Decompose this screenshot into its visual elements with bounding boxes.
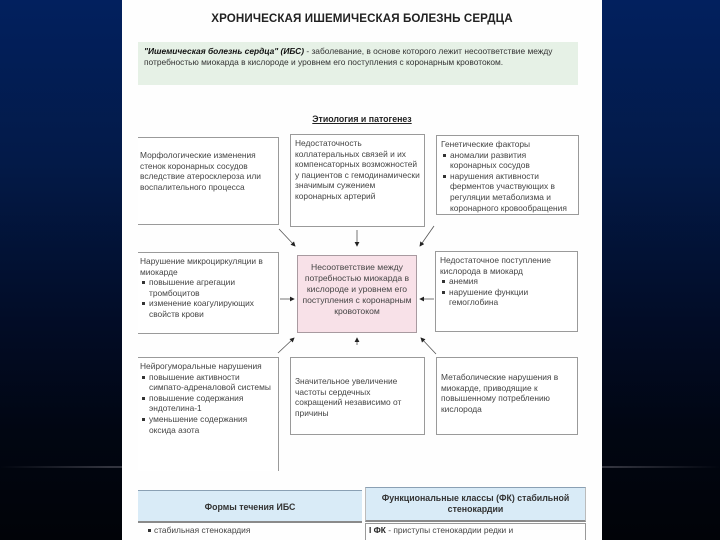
list-item: аномалии развития коронарных сосудов bbox=[441, 150, 574, 171]
center-box: Несоответствие между потребностью миокарда в кислороде и уровнем его поступления с коронарным кровотоком bbox=[297, 255, 417, 333]
arrow-metabolic-to-center bbox=[421, 338, 436, 354]
box-microcirculation-heading: Нарушение микроциркуляции в миокарде bbox=[140, 256, 263, 277]
definition-term: "Ишемическая болезнь сердца" (ИБС) bbox=[144, 46, 304, 56]
list-item: анемия bbox=[440, 276, 573, 287]
box-heart-rate-text: Значительное увеличение частоты сердечных сокращений независимо от причины bbox=[295, 376, 402, 418]
table-fc-header: Функциональные классы (ФК) стабильной стенокардии bbox=[365, 487, 586, 522]
list-item: повышение активности симпато-адреналовой системы bbox=[140, 372, 274, 393]
box-morphology-text: Морфологические изменения стенок коронарных сосудов вследствие атеросклероза или воспалительного процесса bbox=[140, 150, 261, 192]
arrow-neurohumoral-to-center bbox=[278, 338, 294, 353]
table-fc-row bbox=[365, 523, 586, 540]
section-title: Этиология и патогенез bbox=[312, 114, 412, 124]
list-item: повышение агрегации тромбоцитов bbox=[140, 277, 274, 298]
box-oxygen-supply-heading: Недостаточное поступление кислорода в миокард bbox=[440, 255, 551, 276]
table-forms-cell: стабильная стенокардия bbox=[154, 525, 251, 535]
arrow-morphology-to-center bbox=[279, 229, 295, 246]
list-item: нарушение функции гемоглобина bbox=[440, 287, 573, 308]
table-fc-text: - приступы стенокардии редки и bbox=[385, 525, 514, 535]
list-item: уменьшение содержания оксида азота bbox=[140, 414, 274, 435]
definition-text: - заболевание, в основе которого лежит несоответствие между потребностью миокарда в кислороде и уровнем его поступления с коронарным кровотоком. bbox=[144, 46, 553, 67]
list-item: повышение содержания эндотелина-1 bbox=[140, 393, 274, 414]
box-collaterals bbox=[290, 134, 425, 227]
arrow-genetic-to-center bbox=[420, 226, 434, 246]
table-fc-label: I ФК bbox=[369, 525, 386, 535]
box-genetic-heading: Генетические факторы bbox=[441, 139, 531, 149]
table-forms-row bbox=[148, 525, 362, 536]
box-metabolic-text: Метаболические нарушения в миокарде, приводящие к повышенному потреблению кислорода bbox=[441, 372, 559, 414]
box-oxygen-supply bbox=[435, 251, 578, 332]
box-microcirculation bbox=[138, 252, 279, 334]
box-neurohumoral bbox=[138, 357, 279, 471]
table-forms-header: Формы течения ИБС bbox=[138, 490, 362, 523]
bullet-icon bbox=[148, 529, 151, 532]
box-neurohumoral-heading: Нейрогуморальные нарушения bbox=[140, 361, 262, 371]
box-metabolic bbox=[436, 357, 578, 435]
list-item: изменение коагулирующих свойств крови bbox=[140, 298, 274, 319]
slide-panel bbox=[122, 0, 602, 540]
list-item: нарушения активности ферментов участвующих в регуляции метаболизма и коронарного кровообращения bbox=[441, 171, 574, 213]
slide-title: ХРОНИЧЕСКАЯ ИШЕМИЧЕСКАЯ БОЛЕЗНЬ СЕРДЦА bbox=[211, 12, 513, 25]
box-genetic bbox=[436, 135, 579, 215]
box-heart-rate bbox=[290, 357, 425, 435]
box-collaterals-text: Недостаточность коллатеральных связей и их компенсаторных возможностей у пациентов с гемодинамически значимым сужением коронарных артерий bbox=[295, 138, 420, 201]
box-morphology bbox=[138, 137, 279, 225]
